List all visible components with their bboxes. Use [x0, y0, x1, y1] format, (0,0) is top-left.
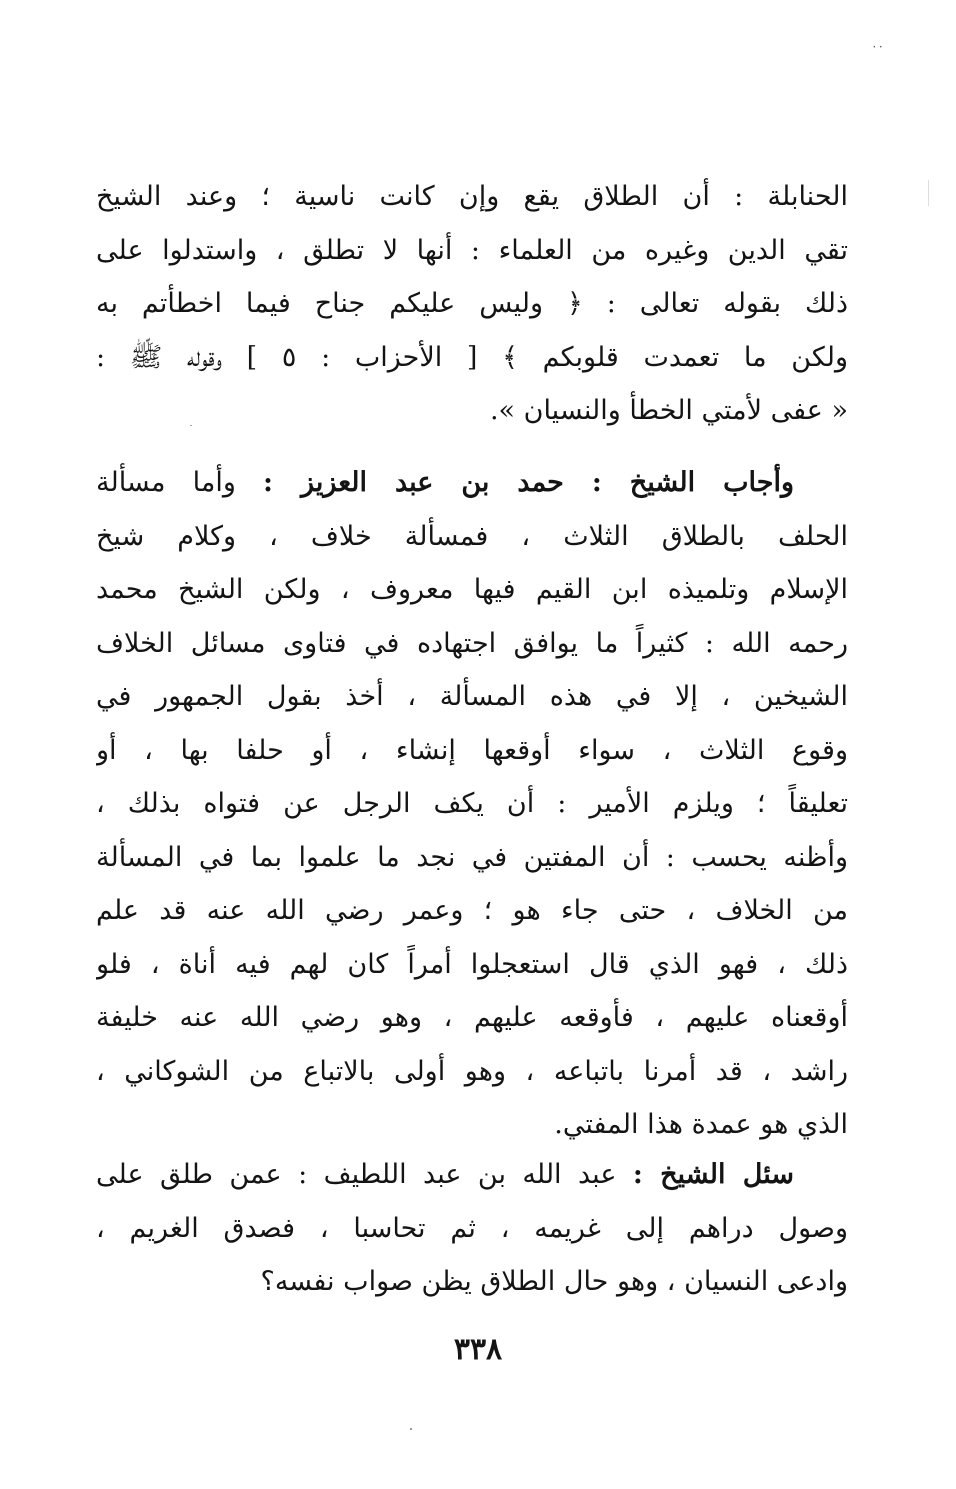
text-line: تعليقاً ؛ ويلزم الأمير : أن يكف الرجل عن فتواه بذلك ، — [96, 788, 848, 819]
paragraph-hanabila — [96, 170, 848, 438]
paragraph-lead: وأجاب الشيخ : حمد بن عبد العزيز : — [263, 467, 794, 498]
corner-mark: ٠٠ — [871, 39, 884, 53]
paragraph-question-abdullah — [96, 1148, 848, 1309]
text-line: رحمه الله : كثيراً ما يوافق اجتهاده في فتاوى مسائل الخلاف — [96, 627, 848, 659]
paragraph-lead: سئل الشيخ : — [632, 1159, 794, 1190]
text-line — [96, 1148, 848, 1202]
text-line: ذلك ، فهو الذي قال استعجلوا أمراً كان لهم فيه أناة ، فلو — [96, 948, 848, 980]
text-line: الذي هو عمدة هذا المفتي. — [554, 1109, 848, 1140]
text-line: أوقعناه عليهم ، فأوقعه عليهم ، وهو رضي الله عنه خليفة — [96, 1002, 848, 1033]
text-line: ولكن ما تعمدت قلوبكم ﴾ [ الأحزاب : ٥ ] وقوله ﷺ : — [96, 341, 848, 373]
scan-mark — [410, 1428, 412, 1430]
text-line: ذلك بقوله تعالى : ﴿ وليس عليكم جناح فيما اخطأتم به — [96, 288, 848, 319]
text-line: وأظنه يحسب : أن المفتين في نجد ما علموا بما في المسألة — [96, 841, 848, 873]
paragraph-answer-hamad — [96, 456, 848, 1152]
text-line: وقوع الثلاث ، سواء أوقعها إنشاء ، أو حلفا بها ، أو — [96, 734, 848, 766]
text-line: من الخلاف ، حتى جاء هو ؛ وعمر رضي الله عنه قد علم — [96, 895, 848, 926]
text-line: الإسلام وتلميذه ابن القيم فيها معروف ، ولكن الشيخ محمد — [96, 574, 848, 605]
text-line-rest: وأما مسألة — [96, 467, 264, 498]
text-line — [96, 456, 848, 510]
text-line: الحلف بالطلاق الثلاث ، فمسألة خلاف ، وكلام شيخ — [96, 520, 848, 552]
text-line: وصول دراهم إلى غريمه ، ثم تحاسبا ، فصدق الغريم ، — [96, 1212, 848, 1244]
page-number: ٣٣٨ — [453, 1332, 503, 1367]
text-line: راشد ، قد أمرنا باتباعه ، وهو أولى بالاتباع من الشوكاني ، — [96, 1055, 848, 1087]
text-line: وادعى النسيان ، وهو حال الطلاق يظن صواب نفسه؟ — [260, 1266, 848, 1297]
text-line: تقي الدين وغيره من العلماء : أنها لا تطلق ، واستدلوا على — [96, 234, 848, 266]
text-line-rest: عبد الله بن عبد اللطيف : عمن طلق على — [96, 1159, 633, 1190]
text-line: الشيخين ، إلا في هذه المسألة ، أخذ بقول الجمهور في — [96, 681, 848, 712]
scan-mark — [928, 180, 929, 206]
text-line: « عفى لأمتي الخطأ والنسيان ». — [489, 395, 848, 426]
text-line: الحنابلة : أن الطلاق يقع وإن كانت ناسية ؛ وعند الشيخ — [96, 181, 848, 212]
